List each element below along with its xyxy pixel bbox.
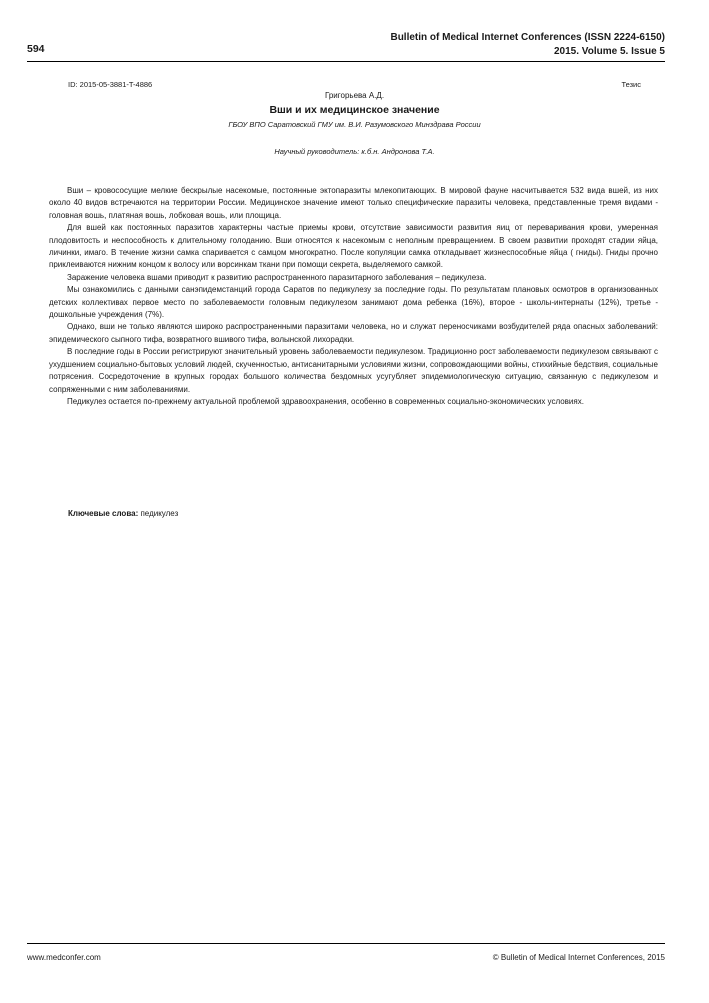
article-type: Тезис bbox=[621, 80, 641, 89]
journal-title: Bulletin of Medical Internet Conferences (ISSN 2224-6150) bbox=[390, 32, 665, 43]
footer-copyright: © Bulletin of Medical Internet Conferences, 2015 bbox=[492, 953, 665, 962]
body-paragraph: Для вшей как постоянных паразитов характерны частые приемы крови, отсутствие зависимости развития яиц от переваривания крови, умеренная плодовитость и неспособность к длительному голоданию. Вши относятся к насекомым с неполным превращением. В своем развитии проходят стадии яйца, личинки, имаго. В течение жизни самка спаривается с самцом многократно. После копуляции самка откладывает жизнеспособные яйца ( гниды). Гниды прочно приклеиваются нижним концом к волосу или ворсинкам ткани при помощи секрета, выделяемого самкой. bbox=[49, 223, 658, 270]
journal-header bbox=[390, 31, 665, 59]
article-title: Вши и их медицинское значение bbox=[269, 104, 440, 116]
footer-divider bbox=[27, 943, 665, 944]
article-author: Григорьева А.Д. bbox=[324, 91, 385, 100]
keywords bbox=[68, 509, 178, 518]
footer-website-link[interactable]: www.medconfer.com bbox=[27, 953, 101, 962]
article-body bbox=[49, 185, 658, 408]
body-paragraph: Вши – кровососущие мелкие бескрылые насекомые, постоянные эктопаразиты млекопитающих. В мировой фауне насчитывается 532 вида вшей, из них около 40 видов встречаются на территории России. Медицинское значение имеют только специфические паразиты человека, представленные тремя видами - головная вошь, платяная вошь, лобковая вошь, или площица. bbox=[49, 186, 658, 220]
article-affiliation: ГБОУ ВПО Саратовский ГМУ им. В.И. Разумовского Минздрава России bbox=[228, 120, 481, 129]
article-supervisor: Научный руководитель: к.б.н. Андронова Т.А. bbox=[274, 147, 435, 156]
body-paragraph: Однако, вши не только являются широко распространенными паразитами человека, но и служат переносчиками возбудителей ряда опасных заболеваний: эпидемического сыпного тифа, возвратного вшивого тифа, волынской лихорадки. bbox=[49, 322, 658, 344]
page-number: 594 bbox=[27, 43, 45, 55]
keywords-value: педикулез bbox=[138, 509, 179, 518]
header-divider bbox=[27, 61, 665, 62]
keywords-label: Ключевые слова: bbox=[68, 509, 139, 518]
article-id: ID: 2015-05-3881-T-4886 bbox=[68, 80, 153, 89]
journal-issue: 2015. Volume 5. Issue 5 bbox=[554, 46, 665, 57]
body-paragraph: Педикулез остается по-прежнему актуальной проблемой здравоохранения, особенно в современных социально-экономических условиях. bbox=[67, 396, 584, 406]
body-paragraph: Мы ознакомились с данными санэпидемстанций города Саратов по педикулезу за последние годы. По результатам плановых осмотров в организованных детских коллективах первое место по заболеваемости головным педикулезом занимают дома ребенка (16%), второе - школы-интернаты (12%), третье - дошкольные учреждения (7%). bbox=[49, 285, 658, 320]
body-paragraph: В последние годы в России регистрируют значительный уровень заболеваемости педикулезом. Традиционно рост заболеваемости педикулезом связывают с ухудшением социально-бытовых условий людей, скученностью, антисанитарными условиями жизни, сопровождающими войны, стихийные бедствия, социальные потрясения. Сосредоточение в крупных городах большого количества бездомных усугубляет эпидемиологическую ситуацию, связанную с педикулезом и сопряженными с ним заболеваниями. bbox=[49, 347, 658, 394]
body-paragraph: Заражение человека вшами приводит к развитию распространенного паразитарного заболевания – педикулеза. bbox=[67, 272, 487, 282]
